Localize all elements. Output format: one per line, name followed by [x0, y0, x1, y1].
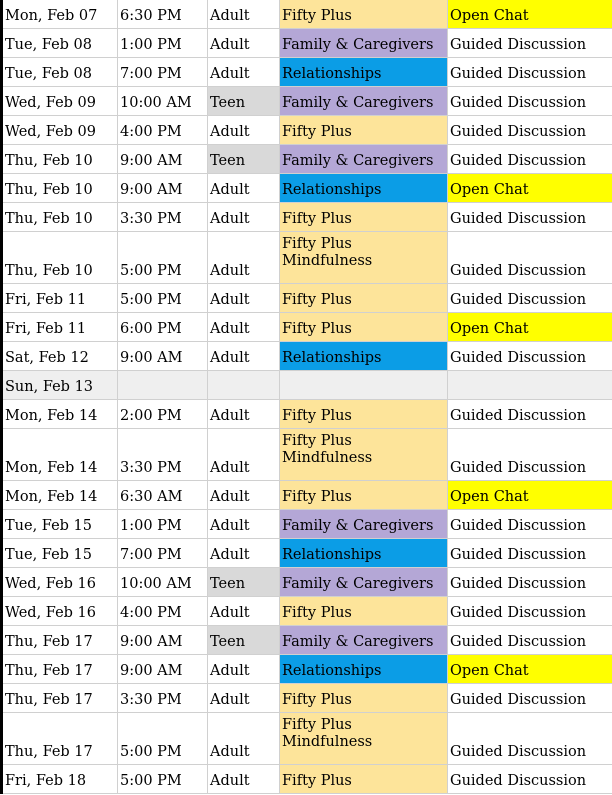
format-cell: Open Chat [448, 173, 612, 202]
group-cell [280, 625, 448, 654]
table-row [2, 312, 612, 341]
group-label: Family & Caregivers [282, 94, 434, 111]
time-cell: 9:00 AM [118, 654, 208, 683]
group-label: Fifty Plus [282, 291, 352, 308]
time-cell: 1:00 PM [118, 28, 208, 57]
format-cell [448, 370, 612, 399]
audience-cell: Adult [208, 596, 280, 625]
group-label: Fifty Plus [282, 772, 352, 789]
group-label: Fifty Plus [282, 123, 352, 140]
format-cell: Guided Discussion [448, 683, 612, 712]
audience-cell: Adult [208, 57, 280, 86]
format-cell: Guided Discussion [448, 231, 612, 283]
date-cell: Fri, Feb 18 [2, 764, 118, 793]
audience-cell: Adult [208, 509, 280, 538]
audience-cell: Adult [208, 231, 280, 283]
format-cell: Guided Discussion [448, 712, 612, 764]
time-cell: 6:00 PM [118, 312, 208, 341]
table-row [2, 654, 612, 683]
table-row [2, 0, 612, 28]
group-cell [280, 567, 448, 596]
group-label: Family & Caregivers [282, 36, 434, 53]
group-cell [280, 654, 448, 683]
group-cell [280, 509, 448, 538]
group-cell [280, 231, 448, 283]
time-cell: 5:00 PM [118, 764, 208, 793]
format-cell: Guided Discussion [448, 28, 612, 57]
group-label: Family & Caregivers [282, 633, 434, 650]
group-cell [280, 57, 448, 86]
group-cell [280, 341, 448, 370]
group-label: Relationships [282, 181, 382, 198]
date-cell: Sun, Feb 13 [2, 370, 118, 399]
date-cell: Mon, Feb 14 [2, 428, 118, 480]
table-row [2, 231, 612, 283]
group-cell [280, 144, 448, 173]
format-cell: Guided Discussion [448, 341, 612, 370]
date-cell: Thu, Feb 10 [2, 231, 118, 283]
format-cell: Guided Discussion [448, 202, 612, 231]
group-cell [280, 0, 448, 28]
table-row [2, 596, 612, 625]
table-row [2, 202, 612, 231]
time-cell: 5:00 PM [118, 231, 208, 283]
time-cell: 4:00 PM [118, 115, 208, 144]
format-cell: Guided Discussion [448, 625, 612, 654]
date-cell: Wed, Feb 09 [2, 115, 118, 144]
time-cell: 7:00 PM [118, 57, 208, 86]
table-row [2, 370, 612, 399]
group-label: Family & Caregivers [282, 152, 434, 169]
time-cell: 1:00 PM [118, 509, 208, 538]
audience-cell: Teen [208, 86, 280, 115]
audience-cell: Adult [208, 428, 280, 480]
date-cell: Thu, Feb 17 [2, 683, 118, 712]
group-cell [280, 596, 448, 625]
table-row [2, 683, 612, 712]
table-row [2, 625, 612, 654]
date-cell: Thu, Feb 10 [2, 202, 118, 231]
audience-cell: Adult [208, 683, 280, 712]
group-cell [280, 28, 448, 57]
format-cell: Guided Discussion [448, 57, 612, 86]
group-cell [280, 173, 448, 202]
format-cell: Open Chat [448, 312, 612, 341]
table-row [2, 173, 612, 202]
group-label: Mindfulness [282, 449, 373, 466]
table-row [2, 509, 612, 538]
audience-cell: Adult [208, 399, 280, 428]
table-row [2, 428, 612, 480]
date-cell: Wed, Feb 16 [2, 567, 118, 596]
format-cell: Guided Discussion [448, 115, 612, 144]
date-cell: Fri, Feb 11 [2, 283, 118, 312]
time-cell: 3:30 PM [118, 202, 208, 231]
schedule-body [2, 0, 612, 793]
group-cell [280, 202, 448, 231]
table-row [2, 28, 612, 57]
format-cell: Open Chat [448, 0, 612, 28]
audience-cell: Adult [208, 341, 280, 370]
group-label: Fifty Plus [282, 407, 352, 424]
date-cell: Thu, Feb 17 [2, 654, 118, 683]
format-cell: Guided Discussion [448, 283, 612, 312]
group-label: Mindfulness [282, 252, 373, 269]
audience-cell: Adult [208, 538, 280, 567]
time-cell: 6:30 AM [118, 480, 208, 509]
time-cell [118, 370, 208, 399]
date-cell: Thu, Feb 10 [2, 144, 118, 173]
group-cell [280, 370, 448, 399]
format-cell: Guided Discussion [448, 764, 612, 793]
date-cell: Wed, Feb 09 [2, 86, 118, 115]
format-cell: Guided Discussion [448, 509, 612, 538]
table-row [2, 764, 612, 793]
group-label: Fifty Plus [282, 604, 352, 621]
table-row [2, 712, 612, 764]
format-cell: Guided Discussion [448, 596, 612, 625]
table-row [2, 480, 612, 509]
group-label: Fifty Plus [282, 235, 352, 252]
date-cell: Tue, Feb 08 [2, 57, 118, 86]
audience-cell: Teen [208, 625, 280, 654]
format-cell: Guided Discussion [448, 538, 612, 567]
group-label: Fifty Plus [282, 691, 352, 708]
audience-cell: Adult [208, 654, 280, 683]
audience-cell: Adult [208, 115, 280, 144]
group-label: Mindfulness [282, 733, 373, 750]
time-cell: 10:00 AM [118, 86, 208, 115]
date-cell: Tue, Feb 15 [2, 538, 118, 567]
table-row [2, 538, 612, 567]
audience-cell [208, 370, 280, 399]
time-cell: 3:30 PM [118, 428, 208, 480]
table-row [2, 567, 612, 596]
time-cell: 4:00 PM [118, 596, 208, 625]
format-cell: Guided Discussion [448, 399, 612, 428]
audience-cell: Teen [208, 144, 280, 173]
format-cell: Guided Discussion [448, 86, 612, 115]
group-label: Relationships [282, 546, 382, 563]
group-label: Fifty Plus [282, 7, 352, 24]
group-cell [280, 86, 448, 115]
group-cell [280, 683, 448, 712]
audience-cell: Adult [208, 0, 280, 28]
date-cell: Mon, Feb 14 [2, 480, 118, 509]
table-row [2, 86, 612, 115]
group-cell [280, 428, 448, 480]
audience-cell: Adult [208, 712, 280, 764]
table-row [2, 283, 612, 312]
date-cell: Sat, Feb 12 [2, 341, 118, 370]
table-row [2, 341, 612, 370]
audience-cell: Adult [208, 173, 280, 202]
table-row [2, 57, 612, 86]
time-cell: 9:00 AM [118, 341, 208, 370]
group-cell [280, 115, 448, 144]
group-label: Fifty Plus [282, 210, 352, 227]
time-cell: 10:00 AM [118, 567, 208, 596]
group-label: Fifty Plus [282, 320, 352, 337]
format-cell: Open Chat [448, 654, 612, 683]
group-label: Fifty Plus [282, 432, 352, 449]
date-cell: Thu, Feb 17 [2, 712, 118, 764]
audience-cell: Adult [208, 312, 280, 341]
date-cell: Mon, Feb 07 [2, 0, 118, 28]
time-cell: 9:00 AM [118, 625, 208, 654]
group-label: Family & Caregivers [282, 517, 434, 534]
group-label: Relationships [282, 65, 382, 82]
audience-cell: Adult [208, 202, 280, 231]
audience-cell: Teen [208, 567, 280, 596]
table-row [2, 115, 612, 144]
group-cell [280, 283, 448, 312]
time-cell: 3:30 PM [118, 683, 208, 712]
format-cell: Guided Discussion [448, 567, 612, 596]
date-cell: Tue, Feb 08 [2, 28, 118, 57]
group-cell [280, 399, 448, 428]
time-cell: 9:00 AM [118, 144, 208, 173]
time-cell: 2:00 PM [118, 399, 208, 428]
group-label: Family & Caregivers [282, 575, 434, 592]
time-cell: 9:00 AM [118, 173, 208, 202]
date-cell: Thu, Feb 17 [2, 625, 118, 654]
date-cell: Thu, Feb 10 [2, 173, 118, 202]
format-cell: Open Chat [448, 480, 612, 509]
date-cell: Fri, Feb 11 [2, 312, 118, 341]
format-cell: Guided Discussion [448, 428, 612, 480]
date-cell: Wed, Feb 16 [2, 596, 118, 625]
group-label: Fifty Plus [282, 716, 352, 733]
audience-cell: Adult [208, 480, 280, 509]
group-cell [280, 312, 448, 341]
format-cell: Guided Discussion [448, 144, 612, 173]
audience-cell: Adult [208, 28, 280, 57]
date-cell: Tue, Feb 15 [2, 509, 118, 538]
group-cell [280, 480, 448, 509]
time-cell: 5:00 PM [118, 283, 208, 312]
group-cell [280, 538, 448, 567]
group-label: Relationships [282, 662, 382, 679]
time-cell: 5:00 PM [118, 712, 208, 764]
audience-cell: Adult [208, 283, 280, 312]
group-label: Fifty Plus [282, 488, 352, 505]
date-cell: Mon, Feb 14 [2, 399, 118, 428]
table-row [2, 144, 612, 173]
time-cell: 7:00 PM [118, 538, 208, 567]
table-row [2, 399, 612, 428]
group-cell [280, 712, 448, 764]
audience-cell: Adult [208, 764, 280, 793]
time-cell: 6:30 PM [118, 0, 208, 28]
group-cell [280, 764, 448, 793]
group-label: Relationships [282, 349, 382, 366]
